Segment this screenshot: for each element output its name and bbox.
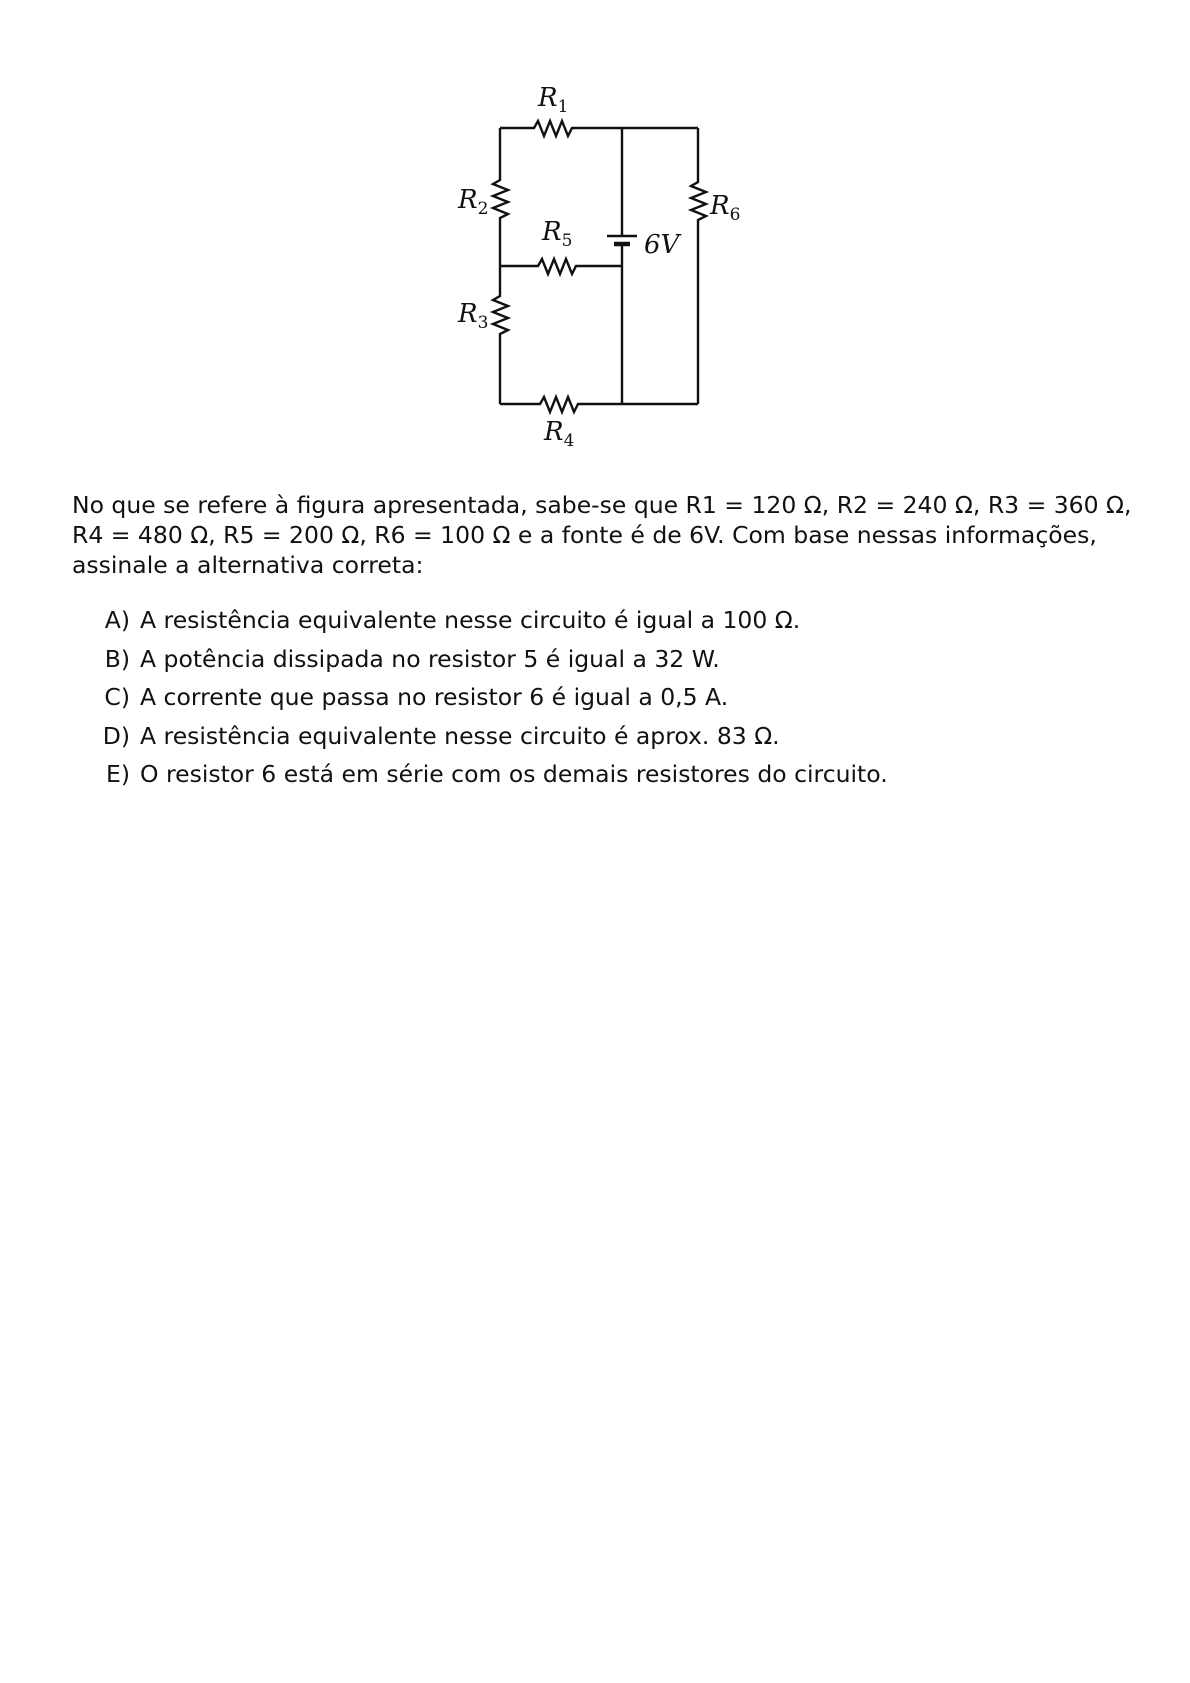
r6-label: $R_6$ (710, 191, 741, 225)
right-wire-r6 (691, 128, 706, 404)
r4-label: $R_4$ (544, 417, 575, 451)
option-text: A potência dissipada no resistor 5 é igual a 32 W. (140, 644, 720, 673)
option-text: O resistor 6 está em série com os demais resistores do circuito. (140, 760, 888, 789)
answer-options (88, 605, 1128, 798)
r5-label: $R_5$ (542, 217, 573, 251)
source-voltage-label: 6V (644, 230, 680, 260)
question-text: No que se refere à figura apresentada, sabe-se que R1 = 120 Ω, R2 = 240 Ω, R3 = 360 Ω, R4 = 480 Ω, R5 = 200 Ω, R6 = 100 Ω e a fonte é de 6V. Com base nessas informações, assinale a alternativa correta: (72, 491, 1132, 579)
option-e[interactable] (88, 759, 1128, 798)
option-letter: E) (105, 760, 130, 789)
option-letter: D) (102, 721, 130, 750)
circuit-diagram (440, 78, 760, 458)
option-d[interactable] (88, 721, 1128, 760)
r5-wire (500, 259, 622, 274)
option-text: A resistência equivalente nesse circuito é aprox. 83 Ω. (140, 721, 780, 750)
option-text: A corrente que passa no resistor 6 é igual a 0,5 A. (140, 683, 729, 712)
option-text: A resistência equivalente nesse circuito é igual a 100 Ω. (140, 606, 801, 634)
option-b[interactable] (88, 644, 1128, 683)
option-letter: C) (104, 683, 130, 712)
option-letter: B) (104, 644, 130, 673)
r1-label: $R_1$ (538, 83, 569, 117)
circuit-figure (440, 78, 760, 458)
option-c[interactable] (88, 682, 1128, 721)
r3-label: $R_3$ (458, 299, 489, 333)
top-wire-r1 (500, 121, 698, 136)
option-a[interactable] (88, 605, 1128, 644)
bottom-wire-r4 (500, 397, 698, 412)
option-letter: A) (104, 606, 130, 634)
r2-label: $R_2$ (458, 185, 489, 219)
